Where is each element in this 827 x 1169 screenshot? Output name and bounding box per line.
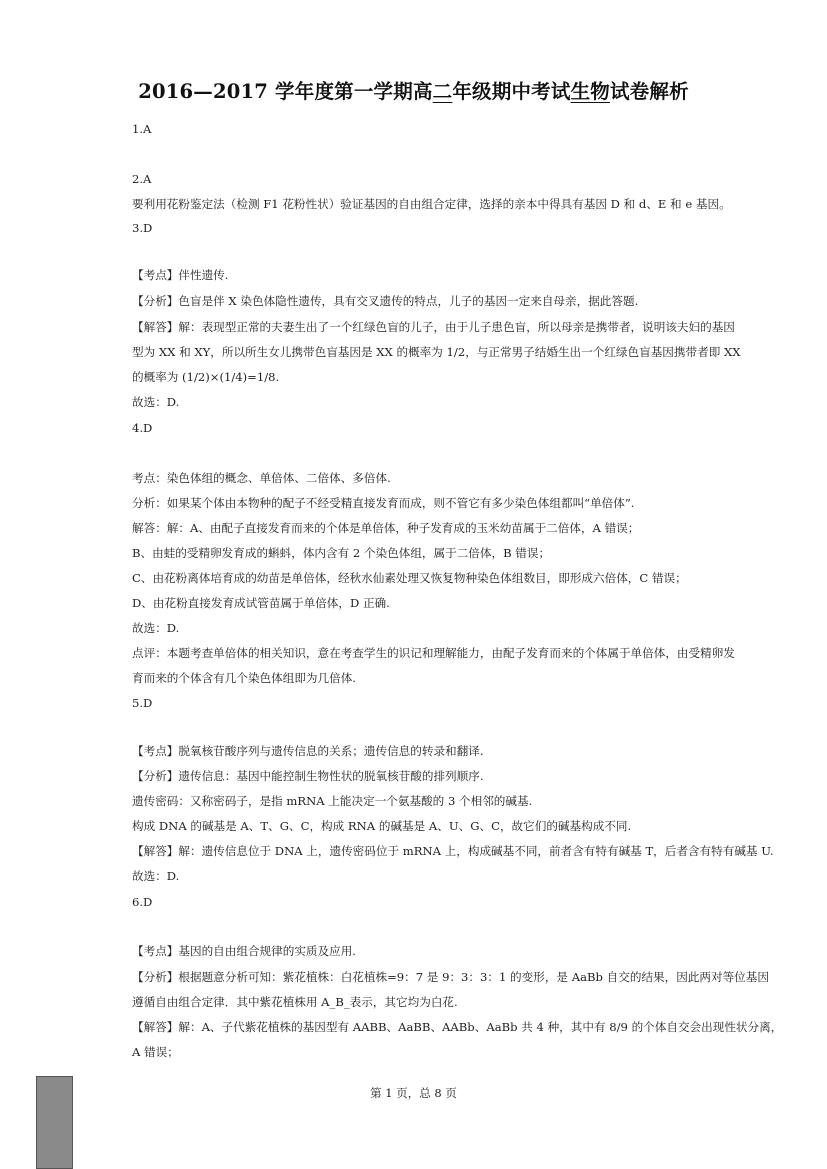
q5-codon: 遗传密码：又称密码子，是指 mRNA 上能决定一个氨基酸的 3 个相邻的碱基. [132,794,533,808]
answer-3: 3.D [132,221,153,235]
q5-kaodian: 【考点】脱氧核苷酸序列与遗传信息的关系；遗传信息的转录和翻译. [132,744,484,758]
q5-fenxi: 【分析】遗传信息：基因中能控制生物性状的脱氧核苷酸的排列顺序. [132,769,484,783]
q3-probability: 的概率为 (1/2)×(1/4)=1/8. [132,370,280,384]
q3-jieda-genotypes: 型为 XX 和 XY，所以所生女儿携带色盲基因是 XX 的概率为 1/2，与正常男子结婚生出一个红绿色盲基因携带者即 XX [132,345,741,359]
q6-fenxi-cont: 遵循自由组合定律．其中紫花植株用 A_B_表示，其它均为白花. [132,995,458,1009]
q3-fenxi: 【分析】色盲是伴 X 染色体隐性遗传，具有交叉遗传的特点，儿子的基因一定来自母亲，据此答题. [132,294,639,308]
title-grade-underlined: 二 [432,80,453,103]
answer-2-explanation: 要利用花粉鉴定法（检测 F1 花粉性状）验证基因的自由组合定律，选择的亲本中得具有基因 D 和 d、E 和 e 基因。 [132,197,731,211]
document-title: 2016—2017 学年度第一学期高二年级期中考试生物试卷解析 [138,80,689,103]
q4-jieda-c: C、由花粉离体培育成的幼苗是单倍体，经秋水仙素处理又恢复物种染色体组数目，即形成六倍体，C 错误； [132,571,687,585]
q4-comment-cont: 育而来的个体含有几个染色体组即为几倍体. [132,671,356,685]
q4-jieda-a: 解答：解：A、由配子直接发育而来的个体是单倍体，种子发育成的玉米幼苗属于二倍体，A 错误； [132,521,640,535]
q5-jieda: 【解答】解：遗传信息位于 DNA 上，遗传密码位于 mRNA 上，构成碱基不同，前者含有特有碱基 T，后者含有特有碱基 U. [132,844,774,858]
q3-choice: 故选：D. [132,395,180,409]
q3-kaodian: 【考点】伴性遗传. [132,268,229,282]
q4-kaodian: 考点：染色体组的概念、单倍体、二倍体、多倍体. [132,471,391,485]
q4-comment: 点评：本题考查单倍体的相关知识，意在考查学生的识记和理解能力，由配子发育而来的个体属于单倍体，由受精卵发 [132,646,735,660]
q6-kaodian: 【考点】基因的自由组合规律的实质及应用. [132,944,356,958]
q4-choice: 故选：D. [132,621,180,635]
answer-5: 5.D [132,696,153,710]
q5-bases: 构成 DNA 的碱基是 A、T、G、C，构成 RNA 的碱基是 A、U、G、C，故它们的碱基构成不同. [132,819,632,833]
answer-4: 4.D [132,421,153,435]
q4-jieda-b: B、由蛙的受精卵发育成的蝌蚪，体内含有 2 个染色体组，属于二倍体，B 错误； [132,546,551,560]
q3-jieda: 【解答】解：表现型正常的夫妻生出了一个红绿色盲的儿子，由于儿子患色盲，所以母亲是携带者，说明该夫妇的基因 [132,320,735,334]
q6-jieda: 【解答】解：A、子代紫花植株的基因型有 AABB、AaBB、AABb、AaBb 共 4 种，其中有 8/9 的个体自交会出现性状分离， [132,1020,783,1034]
q5-choice: 故选：D. [132,869,180,883]
answer-1: 1.A [132,122,152,136]
q6-fenxi: 【分析】根据题意分析可知：紫花植株：白花植株=9：7 是 9：3：3：1 的变形，是 AaBb 自交的结果，因此两对等位基因 [132,970,769,984]
answer-2: 2.A [132,172,152,186]
page-footer: 第 1 页，总 8 页 [370,1086,457,1100]
answer-6: 6.D [132,895,153,909]
q6-jieda-cont: A 错误； [132,1045,179,1059]
q4-jieda-d: D、由花粉直接发育成试管苗属于单倍体，D 正确. [132,596,390,610]
q4-fenxi: 分析：如果某个体由本物种的配子不经受精直接发育而成，则不管它有多少染色体组都叫“单倍体”. [132,496,635,510]
title-subject-underlined: 生物 [570,80,610,103]
